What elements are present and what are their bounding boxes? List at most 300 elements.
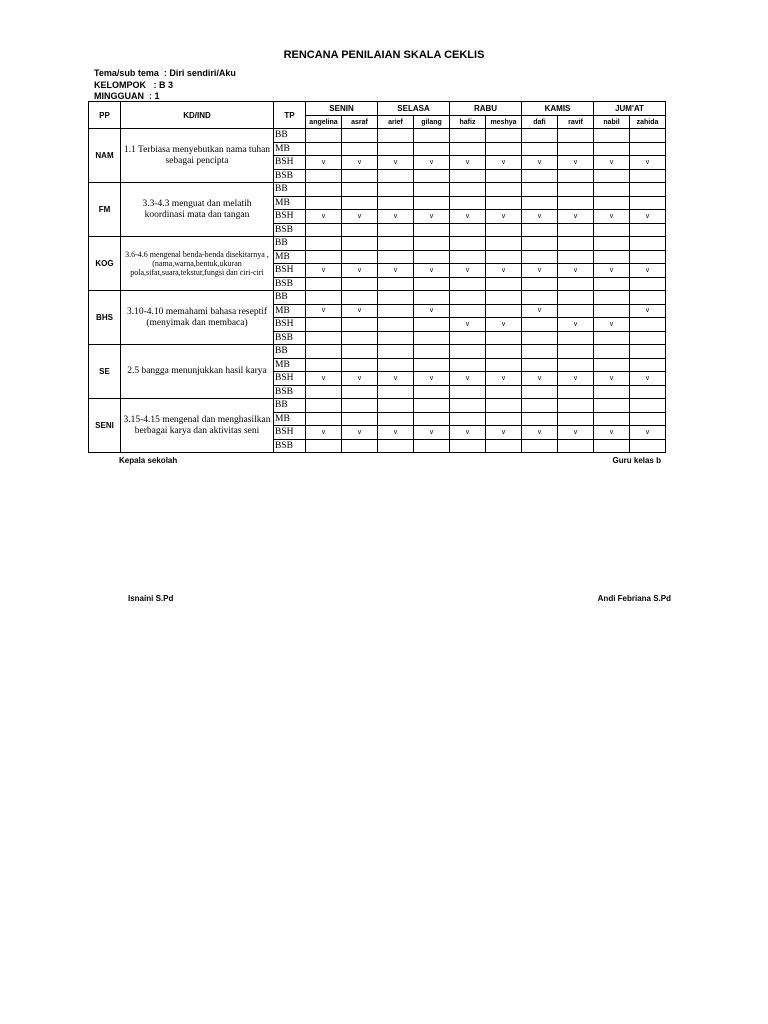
check-cell: v [414, 426, 450, 440]
check-cell: v [594, 264, 630, 278]
check-cell: v [594, 318, 630, 332]
check-cell [630, 196, 666, 210]
table-body [89, 129, 666, 453]
check-cell [522, 183, 558, 197]
check-cell [378, 439, 414, 453]
check-cell [558, 277, 594, 291]
check-cell [378, 318, 414, 332]
check-cell [414, 399, 450, 413]
check-cell [342, 331, 378, 345]
tp-level-cell: BSH [274, 210, 306, 224]
check-cell [450, 291, 486, 305]
check-cell [378, 412, 414, 426]
check-cell [594, 142, 630, 156]
check-cell: v [378, 372, 414, 386]
check-cell [522, 318, 558, 332]
check-cell [414, 345, 450, 359]
tema-line: Tema/sub tema : Diri sendiri/Aku [94, 68, 236, 78]
check-cell [522, 399, 558, 413]
check-cell: v [486, 426, 522, 440]
check-cell [486, 223, 522, 237]
check-cell [486, 237, 522, 251]
tp-level-cell: MB [274, 358, 306, 372]
check-cell: v [450, 210, 486, 224]
check-cell [450, 345, 486, 359]
check-cell: v [342, 372, 378, 386]
check-cell [414, 439, 450, 453]
check-cell [414, 277, 450, 291]
check-cell [558, 399, 594, 413]
check-cell [594, 237, 630, 251]
check-cell [414, 237, 450, 251]
check-cell: v [522, 264, 558, 278]
check-cell [486, 129, 522, 143]
check-cell [558, 291, 594, 305]
check-cell [594, 277, 630, 291]
check-cell [306, 129, 342, 143]
check-cell [450, 358, 486, 372]
check-cell [558, 304, 594, 318]
check-cell [450, 196, 486, 210]
check-cell [594, 345, 630, 359]
table-row [89, 291, 666, 305]
student-header: meshya [486, 116, 522, 129]
tp-level-cell: MB [274, 250, 306, 264]
check-cell [414, 250, 450, 264]
tp-level-cell: BSH [274, 426, 306, 440]
check-cell: v [342, 426, 378, 440]
check-cell [522, 196, 558, 210]
kd-cell: 2.5 bangga menunjukkan hasil karya [121, 345, 274, 399]
tp-level-cell: BSB [274, 331, 306, 345]
check-cell [522, 439, 558, 453]
pp-cell: NAM [89, 129, 121, 183]
check-cell [450, 439, 486, 453]
check-cell [594, 331, 630, 345]
check-cell: v [414, 156, 450, 170]
check-cell [306, 237, 342, 251]
check-cell [306, 331, 342, 345]
check-cell: v [594, 156, 630, 170]
kd-cell: 3.15-4.15 mengenal dan menghasilkan berbagai karya dan aktivitas seni [121, 399, 274, 453]
check-cell [450, 250, 486, 264]
check-cell [630, 250, 666, 264]
check-cell [630, 142, 666, 156]
check-cell [522, 142, 558, 156]
check-cell: v [594, 372, 630, 386]
check-cell [630, 277, 666, 291]
kd-cell: 3.3-4.3 menguat dan melatih koordinasi mata dan tangan [121, 183, 274, 237]
check-cell: v [522, 210, 558, 224]
principal-name: Isnaini S.Pd [128, 594, 174, 603]
table-row [89, 183, 666, 197]
pp-cell: KOG [89, 237, 121, 291]
check-cell [558, 223, 594, 237]
student-header: arief [378, 116, 414, 129]
check-cell [630, 345, 666, 359]
check-cell [342, 318, 378, 332]
check-cell [630, 129, 666, 143]
check-cell: v [630, 156, 666, 170]
check-cell [486, 277, 522, 291]
check-cell [486, 142, 522, 156]
check-cell [306, 439, 342, 453]
check-cell [450, 142, 486, 156]
check-cell: v [342, 210, 378, 224]
check-cell [414, 318, 450, 332]
check-cell: v [378, 264, 414, 278]
check-cell [378, 142, 414, 156]
teacher-name: Andi Febriana S.Pd [597, 594, 671, 603]
check-cell [342, 277, 378, 291]
student-header: hafiz [450, 116, 486, 129]
check-cell [414, 169, 450, 183]
student-header: dafi [522, 116, 558, 129]
tp-level-cell: BSB [274, 223, 306, 237]
check-cell: v [522, 156, 558, 170]
check-cell [306, 183, 342, 197]
check-cell [594, 129, 630, 143]
check-cell: v [558, 372, 594, 386]
check-cell [342, 439, 378, 453]
check-cell: v [630, 210, 666, 224]
check-cell [630, 399, 666, 413]
check-cell [342, 345, 378, 359]
check-cell: v [450, 264, 486, 278]
check-cell [414, 183, 450, 197]
check-cell: v [306, 264, 342, 278]
check-cell: v [306, 210, 342, 224]
check-cell [450, 412, 486, 426]
tp-level-cell: BB [274, 291, 306, 305]
check-cell [378, 129, 414, 143]
document-title: RENCANA PENILAIAN SKALA CEKLIS [283, 49, 485, 61]
check-cell [630, 291, 666, 305]
check-cell [342, 196, 378, 210]
mingguan-line: MINGGUAN : 1 [94, 91, 160, 101]
check-cell: v [450, 426, 486, 440]
check-cell: v [558, 264, 594, 278]
check-cell [630, 385, 666, 399]
check-cell [342, 385, 378, 399]
check-cell [450, 129, 486, 143]
check-cell [522, 385, 558, 399]
check-cell: v [378, 210, 414, 224]
student-header: gilang [414, 116, 450, 129]
check-cell [378, 196, 414, 210]
student-header: angelina [306, 116, 342, 129]
day-header: KAMIS [522, 102, 594, 116]
check-cell [342, 237, 378, 251]
check-cell [486, 439, 522, 453]
day-header: RABU [450, 102, 522, 116]
check-cell: v [450, 156, 486, 170]
tp-level-cell: BB [274, 345, 306, 359]
check-cell [594, 250, 630, 264]
check-cell [594, 169, 630, 183]
principal-title: Kepala sekolah [119, 456, 178, 465]
check-cell [306, 223, 342, 237]
check-cell [378, 223, 414, 237]
check-cell: v [414, 210, 450, 224]
check-cell: v [486, 264, 522, 278]
check-cell [522, 223, 558, 237]
check-cell [342, 399, 378, 413]
check-cell: v [414, 304, 450, 318]
check-cell: v [558, 426, 594, 440]
teacher-title: Guru kelas b [612, 456, 661, 465]
check-cell: v [342, 264, 378, 278]
check-cell: v [414, 372, 450, 386]
check-cell [594, 223, 630, 237]
table-row [89, 345, 666, 359]
check-cell [630, 358, 666, 372]
check-cell: v [306, 426, 342, 440]
check-cell [558, 385, 594, 399]
check-cell [414, 142, 450, 156]
check-cell: v [486, 318, 522, 332]
check-cell: v [306, 156, 342, 170]
check-cell [630, 439, 666, 453]
check-cell [450, 385, 486, 399]
tp-level-cell: BSH [274, 318, 306, 332]
tp-level-cell: MB [274, 196, 306, 210]
check-cell [414, 331, 450, 345]
check-cell [306, 385, 342, 399]
check-cell [558, 169, 594, 183]
check-cell: v [630, 304, 666, 318]
check-cell [630, 169, 666, 183]
check-cell: v [522, 372, 558, 386]
tp-level-cell: BSH [274, 156, 306, 170]
check-cell [594, 304, 630, 318]
check-cell: v [522, 426, 558, 440]
check-cell [306, 169, 342, 183]
tp-level-cell: BSH [274, 264, 306, 278]
check-cell [486, 304, 522, 318]
check-cell: v [378, 426, 414, 440]
check-cell [342, 183, 378, 197]
check-cell [594, 385, 630, 399]
tp-level-cell: MB [274, 142, 306, 156]
check-cell [558, 439, 594, 453]
check-cell [558, 237, 594, 251]
student-header: ravif [558, 116, 594, 129]
check-cell [558, 345, 594, 359]
tp-level-cell: BB [274, 183, 306, 197]
check-cell [378, 385, 414, 399]
check-cell [558, 250, 594, 264]
day-header: JUM'AT [594, 102, 666, 116]
check-cell [306, 399, 342, 413]
check-cell [450, 237, 486, 251]
check-cell [378, 169, 414, 183]
check-cell [450, 223, 486, 237]
check-cell [450, 277, 486, 291]
check-cell [450, 399, 486, 413]
check-cell [342, 169, 378, 183]
check-cell [522, 237, 558, 251]
check-cell: v [630, 426, 666, 440]
check-cell [414, 358, 450, 372]
check-cell [342, 223, 378, 237]
kd-header: KD/IND [121, 102, 274, 129]
check-cell [342, 142, 378, 156]
check-cell [306, 142, 342, 156]
check-cell: v [486, 372, 522, 386]
pp-cell: FM [89, 183, 121, 237]
tp-level-cell: BB [274, 237, 306, 251]
check-cell: v [306, 372, 342, 386]
check-cell [594, 183, 630, 197]
check-cell: v [342, 304, 378, 318]
check-cell [414, 196, 450, 210]
table-row [89, 129, 666, 143]
check-cell [378, 345, 414, 359]
check-cell: v [630, 264, 666, 278]
check-cell [522, 412, 558, 426]
check-cell [414, 412, 450, 426]
check-cell [558, 129, 594, 143]
check-cell [342, 250, 378, 264]
day-header: SELASA [378, 102, 450, 116]
check-cell: v [414, 264, 450, 278]
tp-level-cell: BSH [274, 372, 306, 386]
check-cell [594, 358, 630, 372]
check-cell [378, 291, 414, 305]
check-cell: v [486, 156, 522, 170]
check-cell [414, 223, 450, 237]
check-cell [486, 196, 522, 210]
check-cell [486, 412, 522, 426]
check-cell [378, 183, 414, 197]
check-cell [306, 318, 342, 332]
check-cell: v [558, 318, 594, 332]
tp-level-cell: MB [274, 412, 306, 426]
check-cell [594, 291, 630, 305]
tp-level-cell: BB [274, 129, 306, 143]
check-cell [306, 291, 342, 305]
check-cell: v [558, 156, 594, 170]
check-cell [486, 345, 522, 359]
check-cell [486, 385, 522, 399]
check-cell [522, 277, 558, 291]
check-cell [342, 129, 378, 143]
check-cell [342, 358, 378, 372]
pp-cell: BHS [89, 291, 121, 345]
check-cell [630, 183, 666, 197]
check-cell [342, 291, 378, 305]
check-cell: v [378, 156, 414, 170]
check-cell: v [630, 372, 666, 386]
check-cell [306, 250, 342, 264]
check-cell [306, 358, 342, 372]
kd-cell: 1.1 Terbiasa menyebutkan nama tuhan sebagai pencipta [121, 129, 274, 183]
check-cell: v [594, 210, 630, 224]
check-cell [414, 385, 450, 399]
check-cell [594, 196, 630, 210]
check-cell [378, 237, 414, 251]
check-cell [522, 291, 558, 305]
day-header: SENIN [306, 102, 378, 116]
check-cell [306, 196, 342, 210]
check-cell [342, 412, 378, 426]
pp-header: PP [89, 102, 121, 129]
check-cell [522, 129, 558, 143]
assessment-table [88, 101, 666, 453]
tp-level-cell: BSB [274, 439, 306, 453]
check-cell [486, 291, 522, 305]
check-cell [486, 358, 522, 372]
check-cell [486, 399, 522, 413]
check-cell [522, 331, 558, 345]
check-cell: v [450, 318, 486, 332]
tp-level-cell: MB [274, 304, 306, 318]
check-cell [558, 358, 594, 372]
table-row [89, 237, 666, 251]
tp-level-cell: BSB [274, 169, 306, 183]
student-header: nabil [594, 116, 630, 129]
check-cell [486, 331, 522, 345]
check-cell [378, 399, 414, 413]
check-cell [630, 318, 666, 332]
kelompok-line: KELOMPOK : B 3 [94, 79, 174, 90]
student-header: zahida [630, 116, 666, 129]
check-cell: v [522, 304, 558, 318]
check-cell [594, 439, 630, 453]
check-cell [414, 129, 450, 143]
check-cell [378, 277, 414, 291]
check-cell [522, 358, 558, 372]
check-cell: v [342, 156, 378, 170]
check-cell [630, 331, 666, 345]
check-cell [306, 345, 342, 359]
check-cell: v [306, 304, 342, 318]
check-cell [594, 399, 630, 413]
check-cell: v [558, 210, 594, 224]
check-cell [450, 331, 486, 345]
check-cell [630, 237, 666, 251]
tp-level-cell: BSB [274, 277, 306, 291]
check-cell [486, 250, 522, 264]
tp-level-cell: BSB [274, 385, 306, 399]
check-cell [378, 358, 414, 372]
pp-cell: SENI [89, 399, 121, 453]
check-cell [306, 412, 342, 426]
check-cell [558, 331, 594, 345]
kd-cell: 3.10-4.10 memahami bahasa reseptif (menyimak dan membaca) [121, 291, 274, 345]
check-cell [630, 223, 666, 237]
pp-cell: SE [89, 345, 121, 399]
check-cell [450, 304, 486, 318]
check-cell: v [450, 372, 486, 386]
check-cell [378, 304, 414, 318]
check-cell [522, 345, 558, 359]
check-cell [558, 183, 594, 197]
student-header: asraf [342, 116, 378, 129]
check-cell [378, 331, 414, 345]
check-cell [522, 250, 558, 264]
check-cell: v [594, 426, 630, 440]
kd-cell: 3.6-4.6 mengenal benda-benda disekitarnya , (nama,warna,bentuk,ukuran pola,sifat,suara,tekstur,fungsi dan ciri-ciri [121, 237, 274, 291]
check-cell [558, 196, 594, 210]
check-cell [558, 142, 594, 156]
check-cell: v [486, 210, 522, 224]
tp-level-cell: BB [274, 399, 306, 413]
check-cell [558, 412, 594, 426]
check-cell [450, 183, 486, 197]
check-cell [378, 250, 414, 264]
